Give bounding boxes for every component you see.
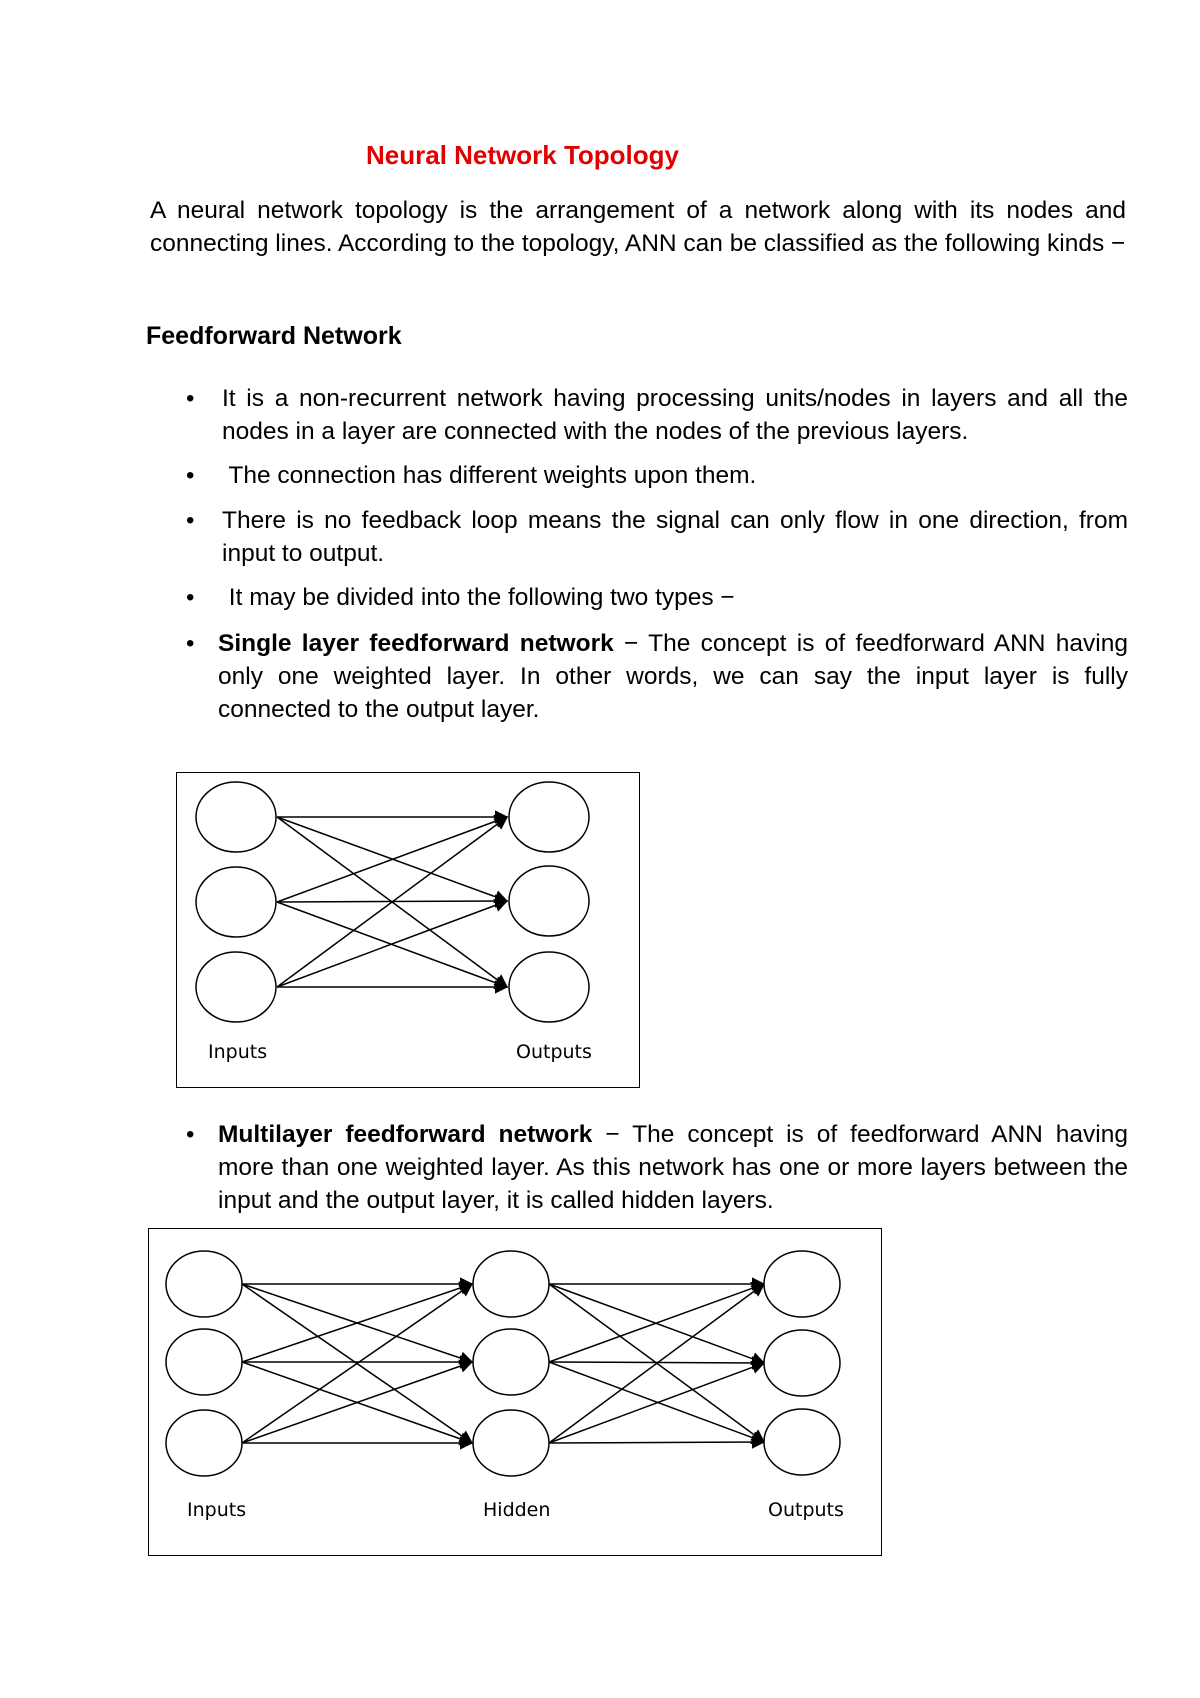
input-node	[196, 867, 276, 937]
bullet-description: − The concept is of feedforward ANN having more than one weighted layer. As this network has one or more layers between the input and the output layer, it is called hidden layers.	[218, 1121, 1128, 1214]
input-node	[196, 952, 276, 1022]
bullet-dot: •	[186, 507, 195, 534]
hidden-node	[473, 1410, 549, 1476]
list-item	[0, 382, 1200, 448]
list-item	[0, 627, 1200, 726]
multilayer-bullet-list	[0, 1118, 1200, 1217]
bullet-dot: •	[186, 462, 195, 489]
inputs-label: Inputs	[208, 1041, 268, 1063]
output-node	[764, 1409, 840, 1475]
output-node	[764, 1251, 840, 1317]
page-title: Neural Network Topology	[366, 140, 679, 170]
outputs-label: Outputs	[768, 1499, 844, 1521]
section-heading: Feedforward Network	[146, 322, 402, 350]
intro-paragraph: A neural network topology is the arrangement of a network along with its nodes and connecting lines. According to the topology, ANN can be classified as the following kinds −	[150, 197, 1126, 257]
outputs-label: Outputs	[516, 1041, 592, 1063]
multilayer-diagram	[148, 1228, 882, 1556]
input-node	[166, 1410, 242, 1476]
list-item	[0, 1118, 1200, 1217]
input-node	[166, 1251, 242, 1317]
edge	[549, 1363, 764, 1443]
single-layer-svg	[177, 773, 641, 1089]
input-node	[196, 782, 276, 852]
hidden-node	[473, 1251, 549, 1317]
bullet-bold-term: Multilayer feedforward network	[218, 1121, 593, 1148]
bullet-text	[218, 1118, 1128, 1217]
edge	[549, 1442, 764, 1443]
bullet-text: It is a non-recurrent network having processing units/nodes in layers and all the nodes in a layer are connected with the nodes of the previous layers.	[222, 385, 1128, 445]
bullet-text	[218, 627, 1128, 726]
edge	[549, 1362, 764, 1442]
bullet-description: − The concept is of feedforward ANN having only one weighted layer. In other words, we can say the input layer is fully connected to the output layer.	[218, 630, 1128, 723]
multilayer-svg	[149, 1229, 883, 1557]
bullet-dot: •	[186, 385, 195, 412]
hidden-node	[473, 1329, 549, 1395]
bullet-text: There is no feedback loop means the signal can only flow in one direction, from input to output.	[222, 507, 1128, 567]
bullet-bold-term: Single layer feedforward network	[218, 630, 614, 657]
single-layer-diagram	[176, 772, 640, 1088]
inputs-label: Inputs	[187, 1499, 247, 1521]
feedforward-bullet-list	[0, 382, 1200, 726]
output-node	[509, 866, 589, 936]
output-node	[509, 952, 589, 1022]
output-node	[764, 1330, 840, 1396]
hidden-label: Hidden	[483, 1499, 551, 1521]
bullet-dot: •	[186, 584, 195, 611]
input-node	[166, 1329, 242, 1395]
list-item	[0, 459, 1200, 492]
output-node	[509, 782, 589, 852]
bullet-text: It may be divided into the following two types −	[222, 584, 735, 611]
bullet-dot: •	[186, 1121, 195, 1148]
list-item	[0, 504, 1200, 570]
bullet-dot: •	[186, 630, 195, 657]
list-item	[0, 581, 1200, 614]
bullet-text: The connection has different weights upon them.	[222, 462, 757, 489]
